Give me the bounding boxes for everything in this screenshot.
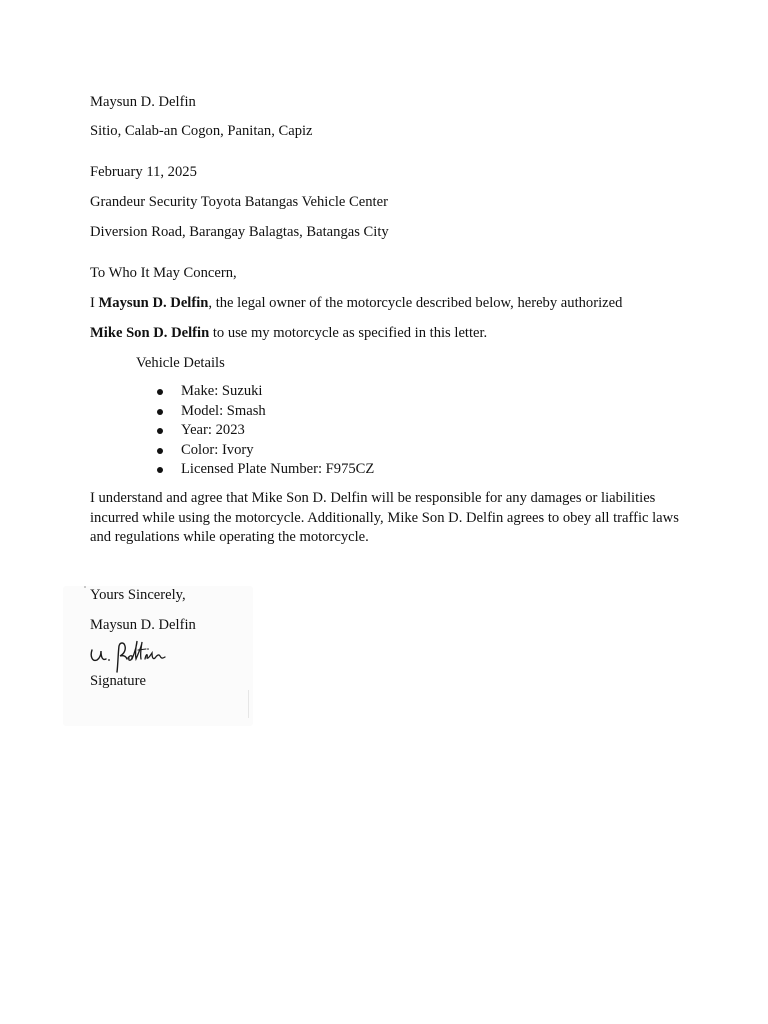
vehicle-color: Color: Ivory bbox=[181, 441, 254, 458]
agreement-paragraph: I understand and agree that Mike Son D. Delfin will be responsible for any damages or liabilities incurred while using the motorcycle. Additionally, Mike Son D. Delfin agrees to obey all traffic laws and regulations while operating the motorcycle. bbox=[90, 490, 679, 545]
bullet-icon bbox=[157, 448, 163, 454]
line1-prefix: I bbox=[90, 295, 99, 311]
line2-suffix: to use my motorcycle as specified in this letter. bbox=[209, 325, 488, 341]
authorization-line-1 bbox=[90, 294, 622, 312]
closing-name: Maysun D. Delfin bbox=[90, 617, 196, 633]
letter-date: February 11, 2025 bbox=[90, 164, 197, 180]
recipient-name: Grandeur Security Toyota Batangas Vehicle Center bbox=[90, 194, 388, 210]
bullet-icon bbox=[157, 428, 163, 434]
valediction: Yours Sincerely, bbox=[90, 587, 186, 603]
bullet-icon bbox=[157, 467, 163, 473]
salutation: To Who It May Concern, bbox=[90, 265, 237, 281]
vehicle-year: Year: 2023 bbox=[181, 422, 245, 438]
vehicle-details-heading: Vehicle Details bbox=[136, 355, 225, 371]
recipient-address: Diversion Road, Barangay Balagtas, Batangas City bbox=[90, 224, 389, 240]
signature-label: Signature bbox=[90, 673, 146, 689]
bullet-icon bbox=[157, 409, 163, 415]
authorization-line-2 bbox=[90, 324, 487, 342]
vehicle-make: Make: Suzuki bbox=[181, 383, 263, 399]
list-item bbox=[155, 460, 374, 480]
authorized-name: Mike Son D. Delfin bbox=[90, 325, 210, 341]
list-item bbox=[155, 382, 374, 402]
scan-edge bbox=[248, 690, 251, 718]
sender-address: Sitio, Calab-an Cogon, Panitan, Capiz bbox=[90, 123, 313, 139]
vehicle-details-list bbox=[155, 382, 374, 480]
owner-name: Maysun D. Delfin bbox=[98, 295, 209, 311]
handwritten-signature bbox=[88, 636, 170, 676]
sender-name: Maysun D. Delfin bbox=[90, 94, 196, 110]
bullet-icon bbox=[157, 389, 163, 395]
scan-speck bbox=[84, 586, 86, 588]
vehicle-model: Model: Smash bbox=[181, 402, 266, 419]
list-item bbox=[155, 421, 374, 441]
list-item bbox=[155, 402, 374, 422]
vehicle-plate: Licensed Plate Number: F975CZ bbox=[181, 461, 375, 477]
list-item bbox=[155, 441, 374, 461]
line1-suffix: , the legal owner of the motorcycle described below, hereby authorized bbox=[208, 295, 623, 311]
